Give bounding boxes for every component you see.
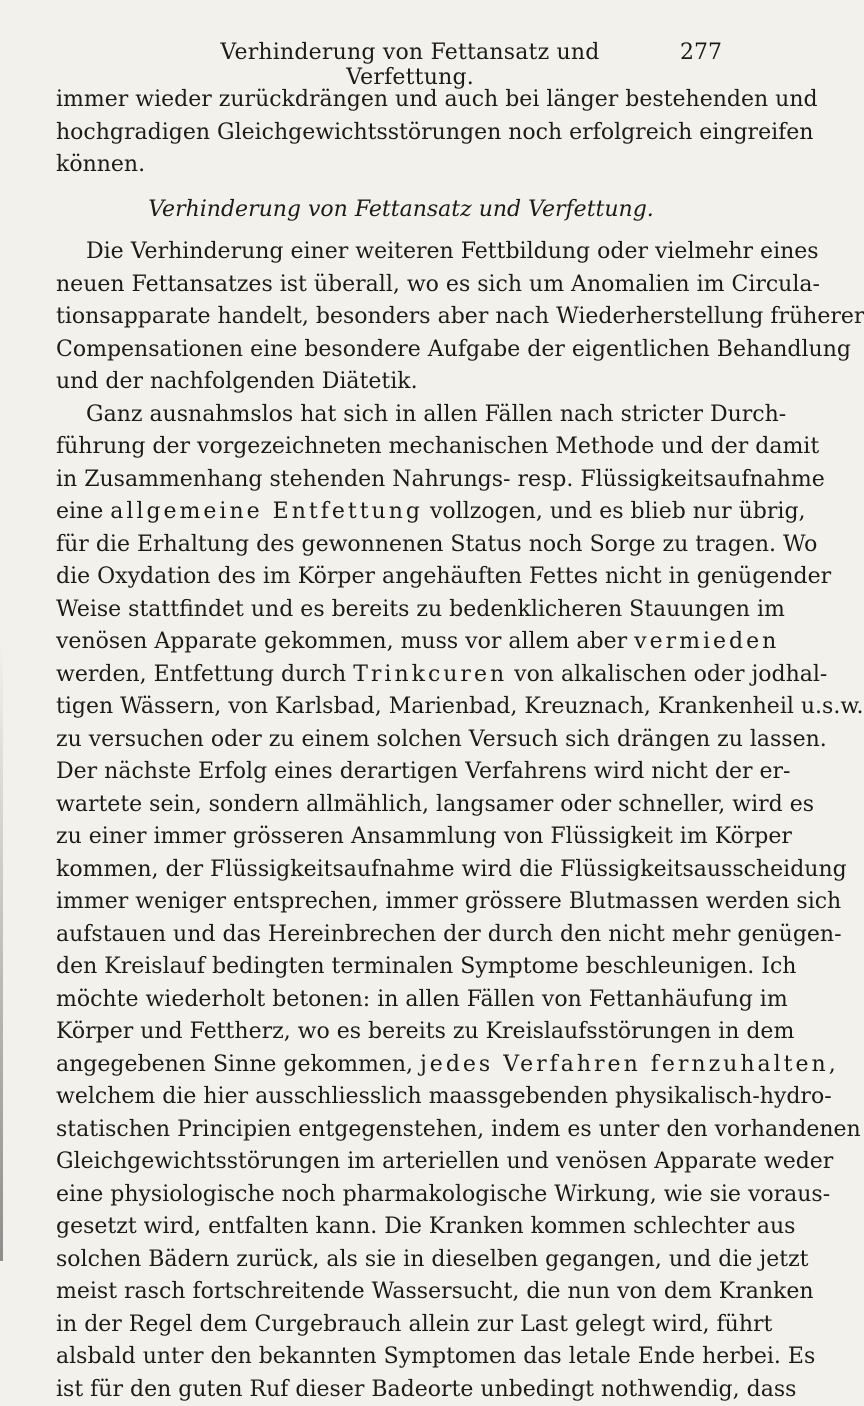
text-run: werden, Entfettung durch [56,662,353,687]
text-line [56,1049,746,1082]
running-head: Verhinderung von Fettansatz und Verfettung. [180,40,640,90]
text-line: tigen Wässern, von Karlsbad, Marienbad, Kreuznach, Krankenheil u.s.w. [56,691,746,724]
text-line: ist für den guten Ruf dieser Badeorte unbedingt nothwendig, dass [56,1374,746,1406]
text-line: hochgradigen Gleichgewichtsstörungen noch erfolgreich eingreifen [56,117,746,150]
text-line: meist rasch fortschreitende Wassersucht, die nun von dem Kranken [56,1276,746,1309]
text-line: für die Erhaltung des gewonnenen Status noch Sorge zu tragen. Wo [56,529,746,562]
text-run: , [829,1052,836,1077]
text-line: solchen Bädern zurück, als sie in dieselben gegangen, und die jetzt [56,1244,746,1277]
text-line: immer weniger entsprechen, immer grössere Blutmassen werden sich [56,886,746,919]
text-line: Der nächste Erfolg eines derartigen Verfahrens wird nicht der er- [56,756,746,789]
text-line: Gleichgewichtsstörungen im arteriellen und venösen Apparate weder [56,1146,746,1179]
text-line: statischen Principien entgegenstehen, indem es unter den vorhandenen [56,1114,746,1147]
text-line: zu versuchen oder zu einem solchen Versuch sich drängen zu lassen. [56,724,746,757]
text-line: tionsapparate handelt, besonders aber nach Wiederherstellung früherer [56,301,746,334]
text-line: Compensationen eine besondere Aufgabe der eigentlichen Behandlung [56,334,746,367]
text-line: zu einer immer grösseren Ansammlung von Flüssigkeit im Körper [56,821,746,854]
text-run: angegebenen Sinne gekommen, [56,1052,420,1077]
text-line: Ganz ausnahmslos hat sich in allen Fällen nach stricter Durch- [56,399,746,432]
text-line: kommen, der Flüssigkeitsaufnahme wird die Flüssigkeitsausscheidung [56,854,746,887]
text-line [56,496,746,529]
emphasis-spaced: allgemeine Entfettung [110,499,423,524]
text-line: immer wieder zurückdrängen und auch bei länger bestehenden und [56,84,746,117]
emphasis-spaced: vermieden [634,629,779,654]
text-line: in der Regel dem Curgebrauch allein zur Last gelegt wird, führt [56,1309,746,1342]
text-line: den Kreislauf bedingten terminalen Symptome beschleunigen. Ich [56,951,746,984]
paragraph-1 [56,236,746,399]
text-line: Körper und Fettherz, wo es bereits zu Kreislaufsstörungen in dem [56,1016,746,1049]
text-line: welchem die hier ausschliesslich maassgebenden physikalisch-hydro- [56,1081,746,1114]
text-run: vollzogen, und es blieb nur übrig, [423,499,806,524]
text-line: wartete sein, sondern allmählich, langsamer oder schneller, wird es [56,789,746,822]
text-line: Weise stattfindet und es bereits zu bedenklicheren Stauungen im [56,594,746,627]
text-run: eine [56,499,110,524]
text-line: und der nachfolgenden Diätetik. [56,366,746,399]
text-line [56,659,746,692]
emphasis-spaced: jedes Verfahren fernzuhalten [420,1052,829,1077]
text-line [56,626,746,659]
text-line: alsbald unter den bekannten Symptomen das letale Ende herbei. Es [56,1341,746,1374]
text-run: venösen Apparate gekommen, muss vor allem aber [56,629,634,654]
text-line: gesetzt wird, entfalten kann. Die Kranken kommen schlechter aus [56,1211,746,1244]
text-line: aufstauen und das Hereinbrechen der durch den nicht mehr genügen- [56,919,746,952]
text-run: von alkalischen oder jodhal- [507,662,827,687]
text-line: die Oxydation des im Körper angehäuften Fettes nicht in genügender [56,561,746,594]
section-heading: Verhinderung von Fettansatz und Verfettung. [56,194,746,227]
text-line: Die Verhinderung einer weiteren Fettbildung oder vielmehr eines [56,236,746,269]
page-number: 277 [680,40,722,65]
emphasis-spaced: Trinkcuren [353,662,507,687]
text-line: führung der vorgezeichneten mechanischen Methode und der damit [56,431,746,464]
text-line: in Zusammenhang stehenden Nahrungs- resp. Flüssigkeitsaufnahme [56,464,746,497]
body-text [56,84,746,1406]
intro-paragraph [56,84,746,182]
text-line: eine physiologische noch pharmakologische Wirkung, wie sie voraus- [56,1179,746,1212]
text-line: möchte wiederholt betonen: in allen Fällen von Fettanhäufung im [56,984,746,1017]
paragraph-2 [56,399,746,1406]
text-line: neuen Fettansatzes ist überall, wo es sich um Anomalien im Circula- [56,269,746,302]
page-edge-shadow [0,640,3,1261]
text-line: können. [56,149,746,182]
